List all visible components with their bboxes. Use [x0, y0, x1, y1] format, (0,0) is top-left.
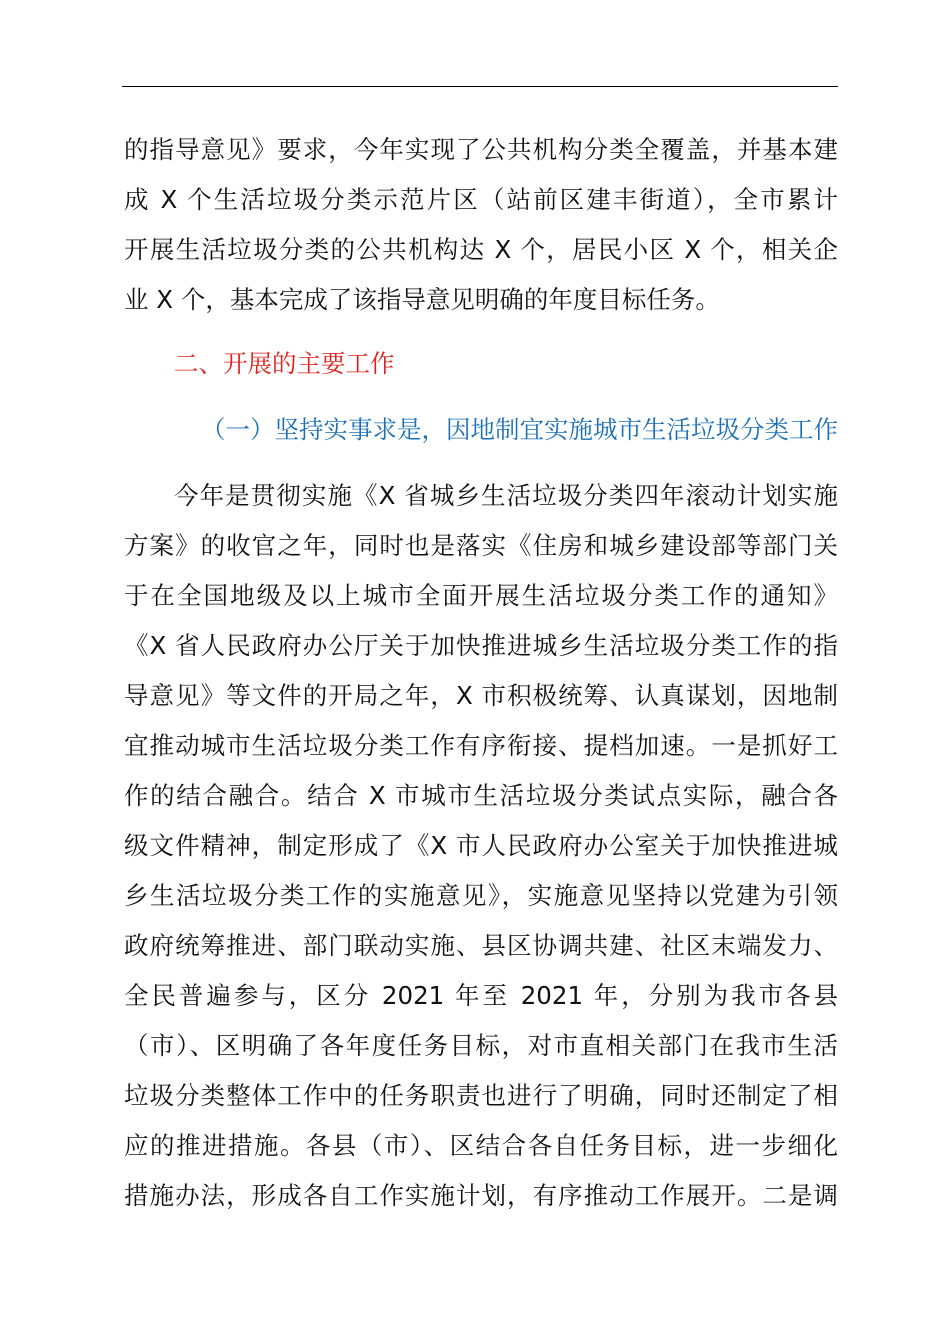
paragraph-line: 开展生活垃圾分类的公共机构达 X 个，居民小区 X 个，相关企	[124, 235, 838, 264]
subsection-heading: （一）坚持实事求是，因地制宜实施城市生活垃圾分类工作	[201, 415, 838, 444]
paragraph-line: 垃圾分类整体工作中的任务职责也进行了明确，同时还制定了相	[124, 1081, 838, 1110]
paragraph-line: 政府统筹推进、部门联动实施、县区协调共建、社区末端发力、	[124, 931, 838, 960]
paragraph-line: （市）、区明确了各年度任务目标，对市直相关部门在我市生活	[124, 1031, 838, 1060]
paragraph-line: 业 X 个，基本完成了该指导意见明确的年度目标任务。	[124, 285, 720, 314]
paragraph-line: 今年是贯彻实施《X 省城乡生活垃圾分类四年滚动计划实施	[174, 481, 838, 510]
paragraph-line: 导意见》等文件的开局之年，X 市积极统筹、认真谋划，因地制	[124, 681, 838, 710]
paragraph-line: 作的结合融合。结合 X 市城市生活垃圾分类试点实际，融合各	[124, 781, 838, 810]
paragraph-line: 乡生活垃圾分类工作的实施意见》，实施意见坚持以党建为引领	[124, 881, 838, 910]
header-rule	[122, 86, 838, 87]
paragraph-line: 宜推动城市生活垃圾分类工作有序衔接、提档加速。一是抓好工	[124, 731, 838, 760]
paragraph-line: 于在全国地级及以上城市全面开展生活垃圾分类工作的通知》	[124, 581, 838, 610]
paragraph-line: 《X 省人民政府办公厅关于加快推进城乡生活垃圾分类工作的指	[124, 631, 838, 660]
paragraph-line: 级文件精神，制定形成了《X 市人民政府办公室关于加快推进城	[124, 831, 838, 860]
paragraph-line: 措施办法，形成各自工作实施计划，有序推动工作展开。二是调	[124, 1181, 838, 1210]
paragraph-line: 方案》的收官之年，同时也是落实《住房和城乡建设部等部门关	[124, 531, 838, 560]
paragraph-line: 应的推进措施。各县（市）、区结合各自任务目标，进一步细化	[124, 1131, 838, 1160]
paragraph-line: 成 X 个生活垃圾分类示范片区（站前区建丰街道），全市累计	[124, 185, 838, 214]
section-heading: 二、开展的主要工作	[174, 349, 395, 378]
paragraph-line: 全民普遍参与，区分 2021 年至 2021 年，分别为我市各县	[124, 981, 838, 1010]
paragraph-line: 的指导意见》要求，今年实现了公共机构分类全覆盖，并基本建	[124, 135, 838, 164]
